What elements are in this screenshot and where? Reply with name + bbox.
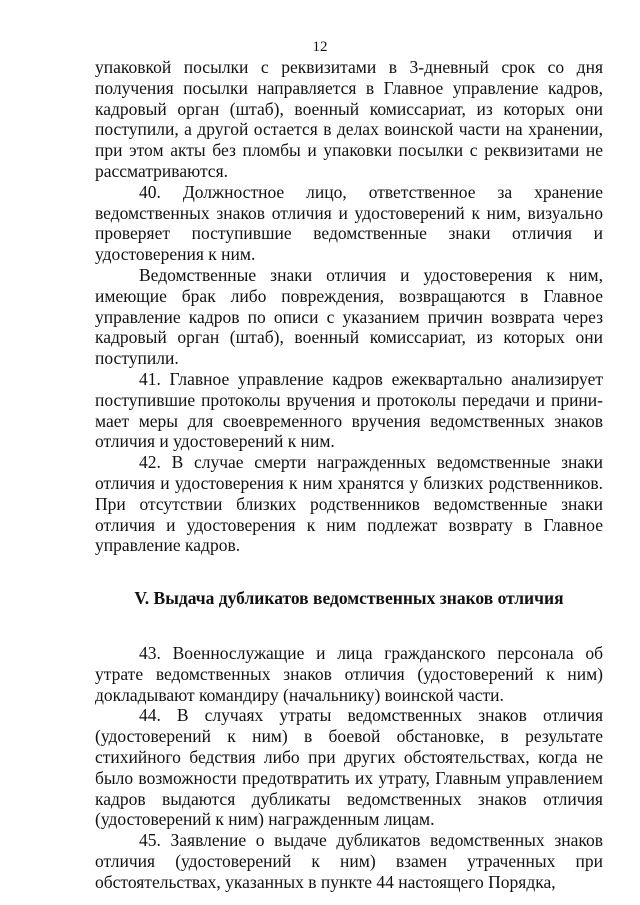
document-body [95,57,603,892]
paragraph-42: 42. В случае смерти награжденных ведомственные знаки отличия и удостоверения к ним хранятся у близких родственников. При отсутствии близких родственников ведомственные знаки отличия и удостоверения к ним подлежат возврату в Главное управление кадров. [95,452,603,556]
section-heading: V. Выдача дубликатов ведомственных знаков отличия [134,588,564,609]
paragraph-41: 41. Главное управление кадров ежеквартально анализирует поступившие протоколы вручения и протоколы передачи и принимает меры для своевременного вручения ведомственных знаков отличия и удостоверений к ним. [95,368,603,452]
paragraph-44: 44. В случаях утраты ведомственных знаков отличия (удостоверений к ним) в боевой обстановке, в результате стихийного бедствия либо при других обстоятельствах, когда не было возможности предотвратить их утрату, Главным управлением кадров выдаются дубликаты ведомственных знаков отличия (удостоверений к ним) награжденным лицам. [95,705,603,830]
page-number: 12 [312,39,328,55]
paragraph-43: 43. Военнослужащие и лица гражданского персонала об утрате ведомственных знаков отличия (удостоверений к ним) докладывают командиру (начальнику) воинской части. [95,642,603,705]
paragraph-40-defects: Ведомственные знаки отличия и удостоверения к ним, имеющие брак либо повреждения, возвращаются в Главное управление кадров по описи с указанием причин возврата через кадровый орган (штаб), военный комиссариат, из которых они поступили. [95,264,603,369]
paragraph-40: 40. Должностное лицо, ответственное за хранение ведомственных знаков отличия и удостоверений к ним, визуально проверяет поступившие ведомственные знаки отличия и удостоверения к ним. [95,181,603,265]
paragraph-45: 45. Заявление о выдаче дубликатов ведомственных знаков отличия (удостоверений к ним) взамен утраченных при обстоятельствах, указанных в пункте 44 настоящего Порядка, [95,830,603,892]
paragraph-continuation: упаковкой посылки с реквизитами в 3-дневный срок со дня получения посылки направляется в Главное управление кадров, кадровый орган (штаб), военный комиссариат, из которых они поступили, а другой остается в делах воинской части на хранении, при этом акты без пломбы и упаковки посылки с реквизитами не рассматриваются. [95,57,603,181]
